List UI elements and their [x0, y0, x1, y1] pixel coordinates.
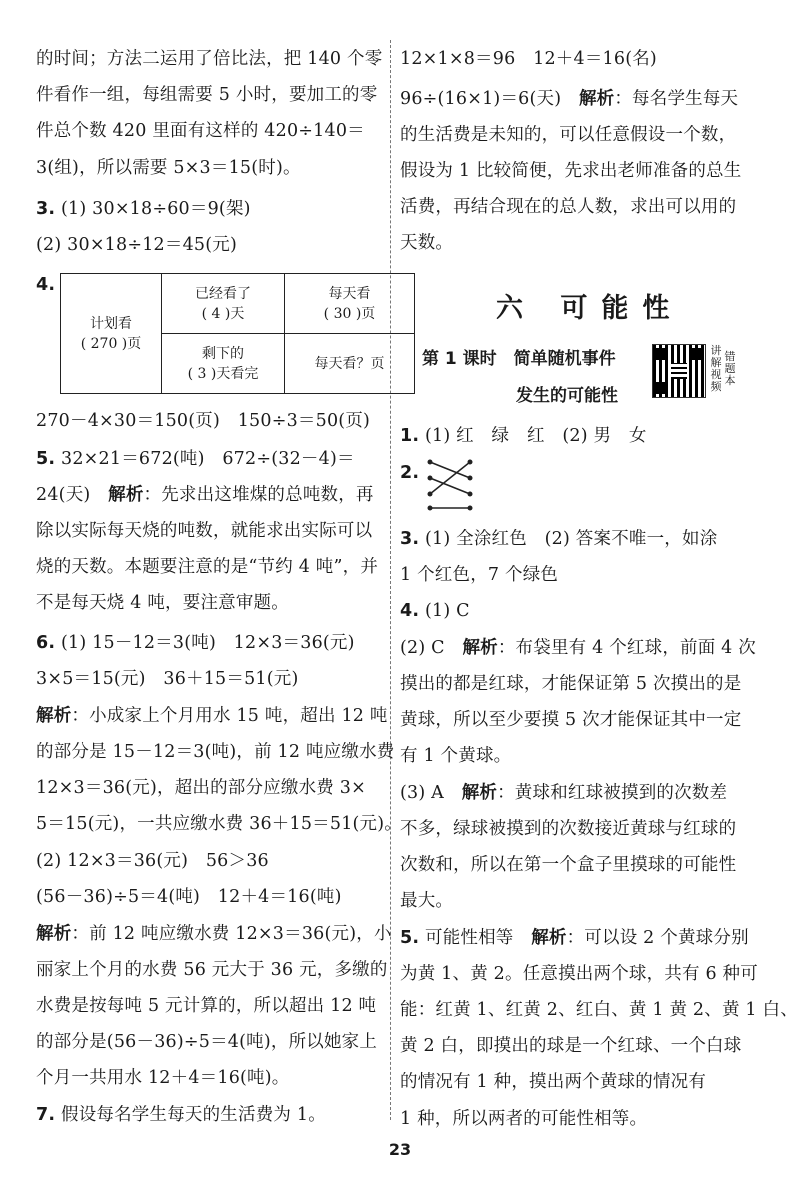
lesson-title: 第 1 课时 简单随机事件: [422, 349, 616, 369]
text-line: (3) A 解析：黄球和红球被摸到的次数差: [400, 783, 728, 803]
table-cell-daily: 每天看 ( 30 )页: [285, 274, 415, 334]
qr-code-icon[interactable]: [652, 344, 706, 398]
matching-lines-diagram: [426, 456, 474, 514]
analysis-label: 解析: [462, 638, 498, 658]
text-line: 最大。: [400, 891, 454, 911]
analysis-label: 解析: [461, 783, 498, 803]
match-line: [430, 462, 470, 494]
text-line: 不多，绿球被摸到的次数接近黄球与红球的: [400, 819, 737, 839]
table-cell-plan: 计划看 ( 270 )页: [61, 274, 162, 394]
text-line: 件看作一组，每组需要 5 小时，要加工的零: [36, 85, 378, 105]
text-line: 24(天) 解析：先求出这堆煤的总吨数，再: [36, 485, 374, 505]
question-number: 7.: [36, 1105, 56, 1125]
text-line: 有 1 个黄球。: [400, 746, 512, 766]
text-line: 解析：前 12 吨应缴水费 12×3＝36(元)，小: [36, 924, 392, 944]
text-line: (2) 30×18÷12＝45(元): [36, 235, 238, 255]
question-3: 3. (1) 30×18÷60＝9(架): [36, 199, 251, 219]
answer-5: 5. 可能性相等 解析：可以设 2 个黄球分别: [400, 928, 749, 948]
question-number: 5.: [36, 449, 56, 469]
text-line: 解析：小成家上个月用水 15 吨，超出 12 吨: [36, 706, 388, 726]
text-line: 黄球，所以至少要摸 5 次才能保证其中一定: [400, 710, 742, 730]
text-line: 摸出的都是红球，才能保证第 5 次摸出的是: [400, 674, 742, 694]
text-line: 水费是按每吨 5 元计算的，所以超出 12 吨: [36, 996, 377, 1016]
question-number: 3.: [400, 529, 420, 549]
text-line: (2) 12×3＝36(元) 56＞36: [36, 851, 269, 871]
analysis-label: 解析: [36, 924, 72, 944]
text-line: 件总个数 420 里面有这样的 420÷140＝: [36, 121, 365, 141]
qr-label-video: 讲解视频: [710, 344, 722, 393]
text-line: 96÷(16×1)＝6(天) 解析：每名学生每天: [400, 89, 739, 109]
text-line: 1 种，所以两者的可能性相等。: [400, 1109, 648, 1129]
table-cell-daily-question: 每天看？页: [285, 334, 415, 394]
text-line: 270－4×30＝150(页) 150÷3＝50(页): [36, 411, 371, 431]
text-line: 丽家上个月的水费 56 元大于 36 元，多缴的: [36, 960, 388, 980]
text-line: 的生活费是未知的，可以任意假设一个数，: [400, 125, 737, 145]
question-6: 6. (1) 15－12＝3(吨) 12×3＝36(元): [36, 633, 355, 653]
text-line: 的情况有 1 种，摸出两个黄球的情况有: [400, 1072, 707, 1092]
text-line: (2) C 解析：布袋里有 4 个红球，前面 4 次: [400, 638, 756, 658]
question-number: 5.: [400, 928, 420, 948]
section-title: 六 可能性: [496, 293, 684, 324]
match-line: [430, 478, 470, 494]
analysis-label: 解析: [108, 485, 144, 505]
match-line: [430, 462, 470, 478]
text-line: 12×3＝36(元)，超出的部分应缴水费 3×: [36, 778, 366, 798]
text-line: 黄 2 白，即摸出的球是一个红球、一个白球: [400, 1036, 742, 1056]
table-cell-read: 已经看了 ( 4 )天: [162, 274, 285, 334]
question-number: 6.: [36, 633, 56, 653]
column-divider: [390, 40, 391, 1120]
text-line: 烧的天数。本题要注意的是“节约 4 吨”，并: [36, 557, 379, 577]
text-line: 的部分是(56－36)÷5＝4(吨)，所以她家上: [36, 1032, 378, 1052]
question-number: 4.: [36, 275, 56, 295]
text-line: 天数。: [400, 233, 454, 253]
qr-label-errors: 错题本: [724, 350, 736, 387]
text-line: 3(组)，所以需要 5×3＝15(时)。: [36, 158, 301, 178]
analysis-label: 解析: [36, 706, 72, 726]
question-number: 3.: [36, 199, 56, 219]
text-line: 能：红黄 1、红黄 2、红白、黄 1 黄 2、黄 1 白、: [400, 1000, 798, 1020]
question-5: 5. 32×21＝672(吨) 672÷(32－4)＝: [36, 449, 355, 469]
text-line: 活费，再结合现在的总人数，求出可以用的: [400, 197, 737, 217]
answer-1: 1. (1) 红 绿 红 (2) 男 女: [400, 426, 647, 446]
table-cell-remain: 剩下的 ( 3 )天看完: [162, 334, 285, 394]
question-number: 1.: [400, 426, 420, 446]
question-number: 2.: [400, 463, 420, 483]
text-line: 次数和，所以在第一个盒子里摸球的可能性: [400, 855, 737, 875]
lesson-subtitle: 发生的可能性: [516, 386, 618, 406]
page-number: 23: [388, 1140, 412, 1159]
text-line: 3×5＝15(元) 36＋15＝51(元): [36, 669, 299, 689]
question-7: 7. 假设每名学生每天的生活费为 1。: [36, 1105, 326, 1125]
text-line: 12×1×8＝96 12＋4＝16(名): [400, 49, 657, 69]
text-line: 5＝15(元)，一共应缴水费 36＋15＝51(元)。: [36, 814, 402, 834]
answer-3: 3. (1) 全涂红色 (2) 答案不唯一，如涂: [400, 529, 718, 549]
text-line: 不是每天烧 4 吨，要注意审题。: [36, 593, 289, 613]
text-line: 为黄 1、黄 2。任意摸出两个球，共有 6 种可: [400, 964, 758, 984]
question-number: 4.: [400, 601, 420, 621]
text-line: 除以实际每天烧的吨数，就能求出实际可以: [36, 521, 373, 541]
text-line: 个月一共用水 12＋4＝16(吨)。: [36, 1068, 290, 1088]
text-line: 假设为 1 比较简便，先求出老师准备的总生: [400, 161, 742, 181]
text-line: 1 个红色，7 个绿色: [400, 565, 559, 585]
answer-4: 4. (1) C: [400, 601, 470, 621]
text-line: 的时间；方法二运用了倍比法，把 140 个零: [36, 49, 383, 69]
text-line: (56－36)÷5＝4(吨) 12＋4＝16(吨): [36, 887, 342, 907]
reading-plan-table: [60, 273, 415, 394]
text-line: 的部分是 15－12＝3(吨)，前 12 吨应缴水费: [36, 742, 395, 762]
analysis-label: 解析: [578, 89, 615, 109]
analysis-label: 解析: [531, 928, 567, 948]
